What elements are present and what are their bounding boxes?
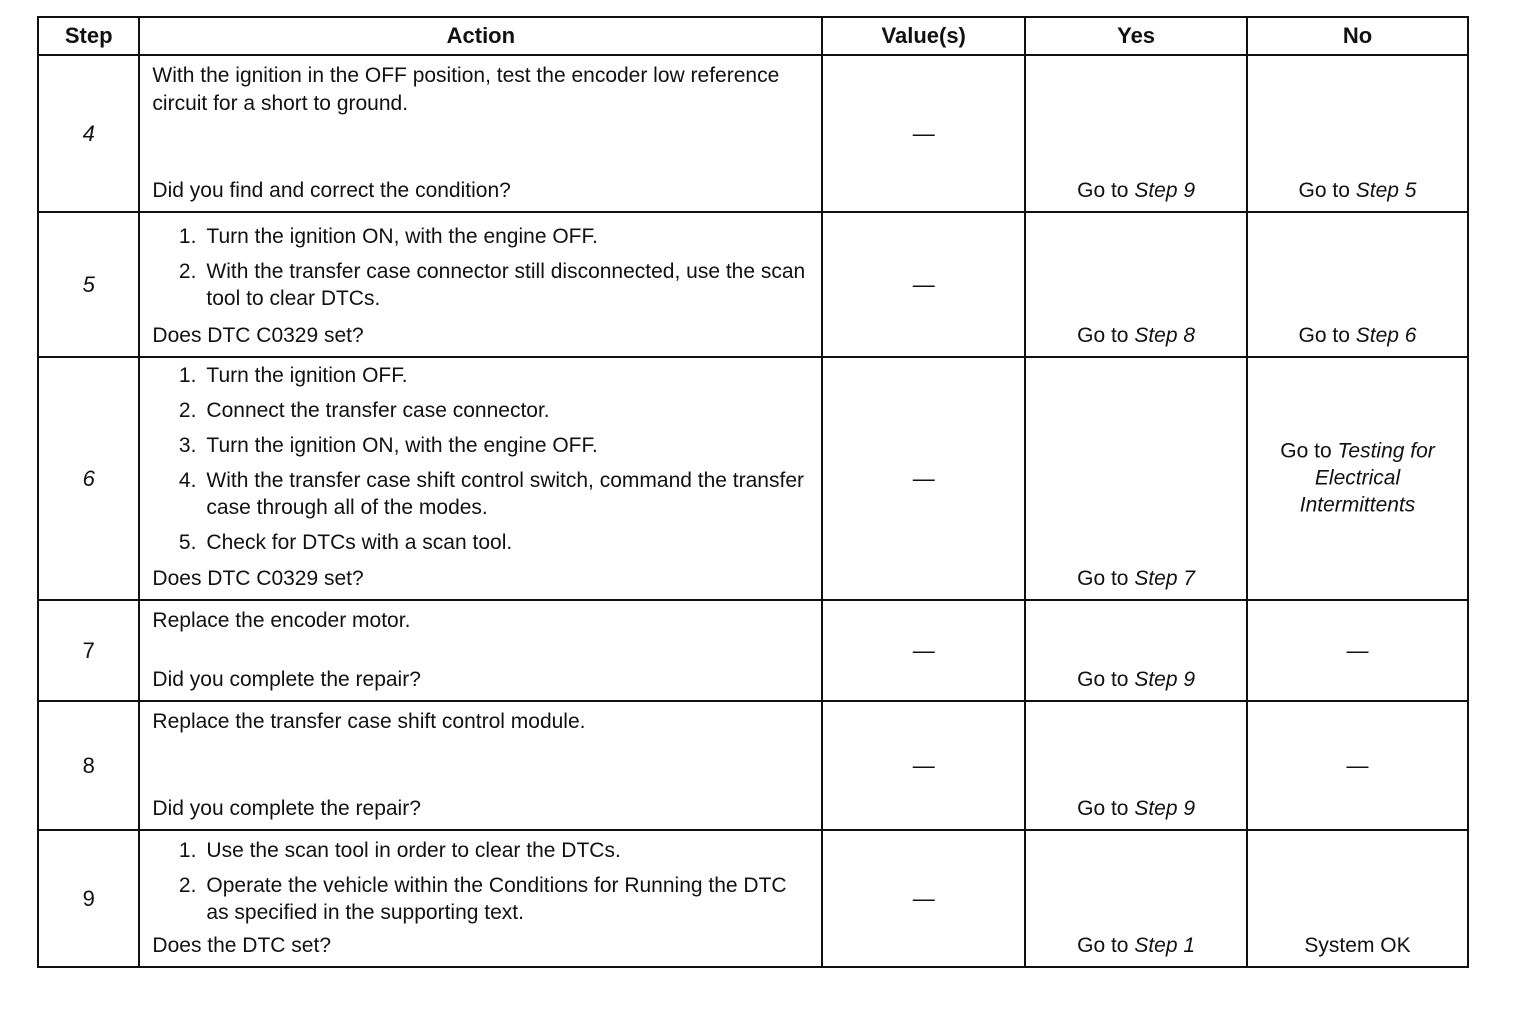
action-text: Replace the transfer case shift control module. <box>152 710 586 733</box>
table-row <box>38 701 1468 830</box>
list-item: 1. Turn the ignition OFF. <box>178 364 408 387</box>
question: Did you complete the repair? <box>152 668 421 691</box>
table-row <box>38 600 1468 701</box>
list-item: 2. Operate the vehicle within the Conditions for Running the DTC as specified in the supporting text. <box>178 874 787 924</box>
action-cell <box>139 212 822 357</box>
question: Does the DTC set? <box>152 934 331 957</box>
no-prefix: Go to <box>1298 324 1350 347</box>
list-item: 5. Check for DTCs with a scan tool. <box>178 531 513 554</box>
header-action: Action <box>139 17 822 55</box>
header-yes: Yes <box>1025 17 1247 55</box>
yes-ref: Step 1 <box>1134 934 1196 957</box>
no-cell <box>1247 212 1468 357</box>
diagnostic-table <box>37 16 1469 968</box>
yes-prefix: Go to <box>1077 567 1129 590</box>
value-cell: — <box>822 701 1025 830</box>
table-row <box>38 357 1468 600</box>
header-no: No <box>1247 17 1468 55</box>
value-cell: — <box>822 600 1025 701</box>
header-step: Step <box>38 17 139 55</box>
yes-prefix: Go to <box>1077 934 1129 957</box>
action-cell <box>139 357 822 600</box>
yes-prefix: Go to <box>1077 324 1129 347</box>
yes-cell <box>1025 357 1247 600</box>
table-row <box>38 212 1468 357</box>
header-row <box>38 17 1468 55</box>
no-cell: — <box>1247 600 1468 701</box>
action-list <box>152 223 809 312</box>
action-text: With the ignition in the OFF position, test the encoder low reference circuit for a short to ground. <box>152 64 780 115</box>
list-item: 2. With the transfer case connector still disconnected, use the scan tool to clear DTCs. <box>178 260 806 310</box>
yes-cell <box>1025 55 1247 212</box>
step-number: 7 <box>38 600 139 701</box>
list-item: 4. With the transfer case shift control switch, command the transfer case through all of the modes. <box>178 469 804 519</box>
action-list <box>152 362 809 556</box>
yes-ref: Step 9 <box>1134 668 1196 691</box>
step-number: 4 <box>38 55 139 212</box>
question: Does DTC C0329 set? <box>152 567 364 590</box>
list-item: 2. Connect the transfer case connector. <box>178 399 550 422</box>
table-row <box>38 830 1468 967</box>
step-number: 6 <box>38 357 139 600</box>
yes-prefix: Go to <box>1077 797 1129 820</box>
value-cell: — <box>822 830 1025 967</box>
yes-cell <box>1025 212 1247 357</box>
header-values: Value(s) <box>822 17 1025 55</box>
yes-ref: Step 9 <box>1134 797 1196 820</box>
step-number: 8 <box>38 701 139 830</box>
yes-cell <box>1025 600 1247 701</box>
action-cell <box>139 55 822 212</box>
yes-ref: Step 8 <box>1134 324 1196 347</box>
yes-cell <box>1025 701 1247 830</box>
list-item: 3. Turn the ignition ON, with the engine OFF. <box>178 434 598 457</box>
no-cell: — <box>1247 701 1468 830</box>
action-list <box>152 837 809 926</box>
question: Did you find and correct the condition? <box>152 179 511 202</box>
no-ref: Step 6 <box>1355 324 1417 347</box>
list-item: 1. Turn the ignition ON, with the engine OFF. <box>178 225 598 248</box>
step-number: 9 <box>38 830 139 967</box>
no-prefix: Go to <box>1298 179 1350 202</box>
list-item: 1. Use the scan tool in order to clear the DTCs. <box>178 839 621 862</box>
yes-prefix: Go to <box>1077 668 1129 691</box>
yes-ref: Step 7 <box>1134 567 1196 590</box>
action-cell <box>139 830 822 967</box>
question: Does DTC C0329 set? <box>152 324 364 347</box>
yes-ref: Step 9 <box>1134 179 1196 202</box>
no-cell <box>1247 357 1468 600</box>
table-row <box>38 55 1468 212</box>
no-text: System OK <box>1304 934 1411 957</box>
action-cell <box>139 600 822 701</box>
no-ref: Step 5 <box>1355 179 1417 202</box>
no-cell <box>1247 830 1468 967</box>
no-prefix: Go to <box>1280 439 1332 462</box>
action-text: Replace the encoder motor. <box>152 609 411 632</box>
yes-prefix: Go to <box>1077 179 1129 202</box>
value-cell: — <box>822 55 1025 212</box>
value-cell: — <box>822 357 1025 600</box>
value-cell: — <box>822 212 1025 357</box>
step-number: 5 <box>38 212 139 357</box>
question: Did you complete the repair? <box>152 797 421 820</box>
no-cell <box>1247 55 1468 212</box>
no-ref: Testing for Electrical Intermittents <box>1299 439 1435 516</box>
yes-cell <box>1025 830 1247 967</box>
action-cell <box>139 701 822 830</box>
